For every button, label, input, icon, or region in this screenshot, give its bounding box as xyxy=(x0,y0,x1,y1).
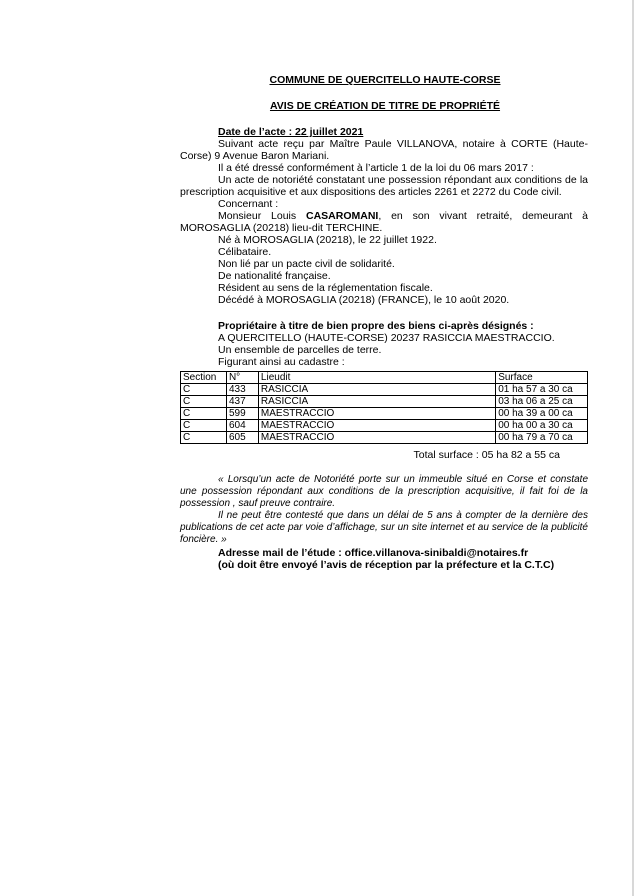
cell-surface: 00 ha 00 a 30 ca xyxy=(496,420,588,432)
table-row xyxy=(181,432,588,444)
acte-resident: Résident au sens de la réglementation fiscale. xyxy=(218,282,433,294)
propriete-lieu: A QUERCITELLO (HAUTE-CORSE) 20237 RASICCIA MAESTRACCIO. xyxy=(218,332,555,344)
cell-surface: 01 ha 57 a 30 ca xyxy=(496,384,588,396)
cell-numero: 605 xyxy=(226,432,258,444)
contact-note: (où doit être envoyé l’avis de réception par la préfecture et la C.T.C) xyxy=(218,559,555,571)
propriete-figurant: Figurant ainsi au cadastre : xyxy=(218,356,345,368)
col-numero: N° xyxy=(226,372,258,384)
acte-dresse: Il a été dressé conformément à l’article 1 de la loi du 06 mars 2017 : xyxy=(218,162,534,174)
col-lieudit: Lieudit xyxy=(258,372,495,384)
cell-lieudit: RASICCIA xyxy=(258,384,495,396)
col-section: Section xyxy=(181,372,227,384)
acte-ne: Né à MOROSAGLIA (20218), le 22 juillet 1922. xyxy=(218,234,437,246)
cell-section: C xyxy=(181,396,227,408)
cell-surface: 00 ha 39 a 00 ca xyxy=(496,408,588,420)
table-row xyxy=(181,408,588,420)
cell-section: C xyxy=(181,384,227,396)
acte-celibataire: Célibataire. xyxy=(218,246,272,258)
commune-title: COMMUNE DE QUERCITELLO HAUTE-CORSE xyxy=(269,74,501,86)
propriete-body xyxy=(180,320,588,368)
citation-p2: Il ne peut être contesté que dans un délai de 5 ans à compter de la dernière des publications de cet acte par voie d’affichage, sur un site internet et au service de la publicité foncière. » xyxy=(180,510,588,545)
cell-surface: 00 ha 79 a 70 ca xyxy=(496,432,588,444)
citation-p1: « Lorsqu’un acte de Notoriété porte sur un immeuble situé en Corse et constate une possession répondant aux conditions de la prescription acquisitive, il fait foi de la possession , sauf preuve contraire. xyxy=(180,474,588,509)
cell-section: C xyxy=(181,408,227,420)
col-surface: Surface xyxy=(496,372,588,384)
cell-numero: 599 xyxy=(226,408,258,420)
propriete-ensemble: Un ensemble de parcelles de terre. xyxy=(218,344,382,356)
cell-numero: 437 xyxy=(226,396,258,408)
acte-concernant: Concernant : xyxy=(218,198,279,210)
contact-block xyxy=(218,547,598,571)
cell-lieudit: MAESTRACCIO xyxy=(258,420,495,432)
table-row xyxy=(181,420,588,432)
cell-lieudit: MAESTRACCIO xyxy=(258,432,495,444)
cadastre-table xyxy=(180,371,588,444)
table-header-row xyxy=(181,372,588,384)
contact-email-line: Adresse mail de l’étude : office.villanova-sinibaldi@notaires.fr xyxy=(218,547,529,559)
avis-title: AVIS DE CRÉATION DE TITRE DE PROPRIÉTÉ xyxy=(269,100,501,112)
cell-numero: 604 xyxy=(226,420,258,432)
cell-lieudit: MAESTRACCIO xyxy=(258,408,495,420)
acte-person: Monsieur Louis CASAROMANI, en son vivant retraité, demeurant à MOROSAGLIA (20218) lieu-dit TERCHINE. xyxy=(180,210,588,234)
acte-date: Date de l’acte : 22 juillet 2021 xyxy=(218,126,364,138)
acte-intro: Suivant acte reçu par Maître Paule VILLANOVA, notaire à CORTE (Haute-Corse) 9 Avenue Baron Mariani. xyxy=(180,138,588,162)
cell-lieudit: RASICCIA xyxy=(258,396,495,408)
acte-decede: Décédé à MOROSAGLIA (20218) (FRANCE), le 10 août 2020. xyxy=(218,294,510,306)
citation-block xyxy=(180,474,588,546)
propriete-heading: Propriétaire à titre de bien propre des biens ci-après désignés : xyxy=(218,320,534,332)
cell-surface: 03 ha 06 a 25 ca xyxy=(496,396,588,408)
acte-body xyxy=(180,126,588,306)
cell-numero: 433 xyxy=(226,384,258,396)
acte-nationalite: De nationalité française. xyxy=(218,270,331,282)
acte-pacs: Non lié par un pacte civil de solidarité. xyxy=(218,258,395,270)
acte-notoriete: Un acte de notoriété constatant une possession répondant aux conditions de la prescription acquisitive et aux dispositions des articles 2261 et 2272 du Code civil. xyxy=(180,174,588,198)
total-surface: Total surface : 05 ha 82 a 55 ca xyxy=(413,449,560,461)
cell-section: C xyxy=(181,432,227,444)
table-row xyxy=(181,396,588,408)
cell-section: C xyxy=(181,420,227,432)
table-row xyxy=(181,384,588,396)
